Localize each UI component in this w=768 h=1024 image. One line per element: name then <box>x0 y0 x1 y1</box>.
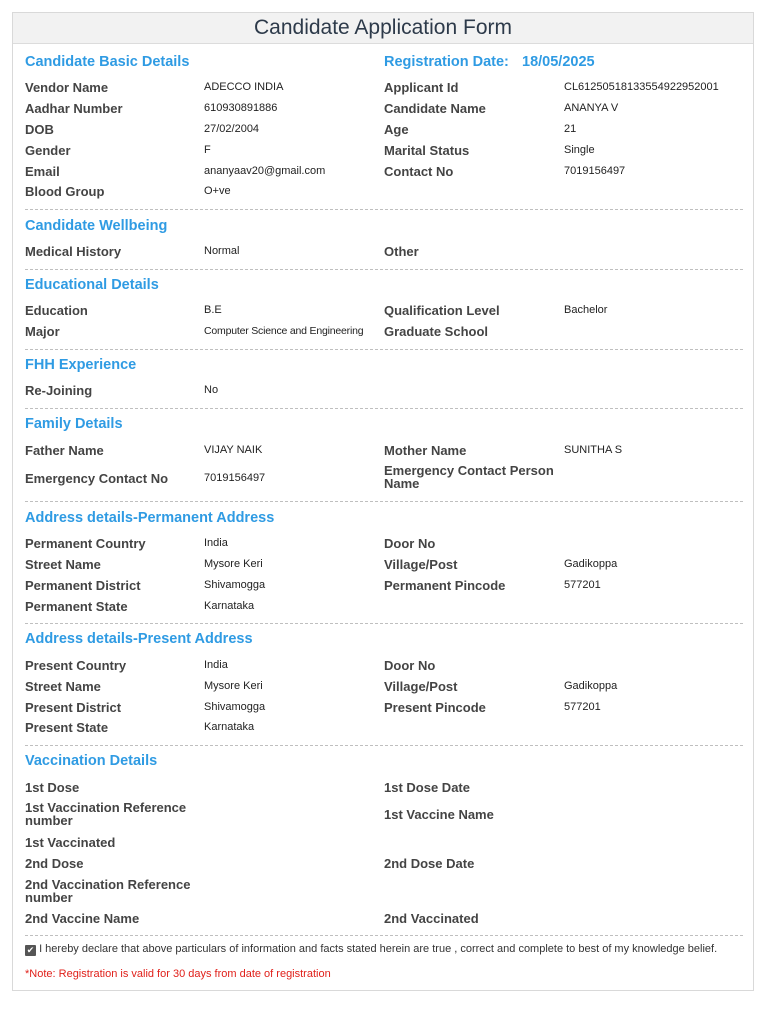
pres-pincode-label: Present Pincode <box>384 700 486 715</box>
pres-street-label: Street Name <box>25 679 101 694</box>
declaration-checkbox[interactable]: ✔ <box>26 945 35 955</box>
section-basic-details: Candidate Basic Details <box>25 54 190 70</box>
registration-note: *Note: Registration is valid for 30 days from date of registration <box>25 968 331 980</box>
blood-group-value: O+ve <box>204 185 231 197</box>
mother-name-value: SUNITHA S <box>564 444 623 456</box>
divider <box>25 209 743 210</box>
vaccine1-name-label: 1st Vaccine Name <box>384 807 494 822</box>
perm-village-label: Village/Post <box>384 557 458 572</box>
declaration <box>25 943 737 956</box>
application-form <box>12 12 754 991</box>
pres-state-value: Karnataka <box>204 721 255 733</box>
dose2-label: 2nd Dose <box>25 856 84 871</box>
registration-date-label: Registration Date: <box>384 54 509 70</box>
dose1-date-label: 1st Dose Date <box>384 780 470 795</box>
rejoining-label: Re-Joining <box>25 383 93 398</box>
medical-history-value: Normal <box>204 245 240 257</box>
divider <box>25 408 743 409</box>
other-label: Other <box>384 244 419 259</box>
perm-district-value: Shivamogga <box>204 579 266 591</box>
section-permanent-address: Address details-Permanent Address <box>25 510 275 526</box>
vaccinated1-label: 1st Vaccinated <box>25 835 116 850</box>
vendor-label: Vendor Name <box>25 80 109 95</box>
blood-group-label: Blood Group <box>25 184 105 199</box>
vaccine2-name-label: 2nd Vaccine Name <box>25 911 140 926</box>
gender-label: Gender <box>25 143 71 158</box>
major-value: Computer Science and Engineering <box>204 325 364 337</box>
perm-pincode-label: Permanent Pincode <box>384 578 506 593</box>
aadhar-value: 610930891886 <box>204 102 278 114</box>
email-label: Email <box>25 164 60 179</box>
age-label: Age <box>384 122 409 137</box>
qualification-level-value: Bachelor <box>564 304 608 316</box>
vendor-value: ADECCO INDIA <box>204 81 284 93</box>
divider <box>25 501 743 502</box>
qualification-level-label: Qualification Level <box>384 303 500 318</box>
applicant-id-value: CL61250518133554922952001 <box>564 81 719 93</box>
graduate-school-label: Graduate School <box>384 324 489 339</box>
pres-country-label: Present Country <box>25 658 127 673</box>
vaccination-ref2-label: 2nd Vaccination Reference number <box>25 877 191 905</box>
section-fhh-experience: FHH Experience <box>25 357 137 373</box>
emergency-contact-label: Emergency Contact No <box>25 471 169 486</box>
perm-village-value: Gadikoppa <box>564 558 618 570</box>
dose1-label: 1st Dose <box>25 780 80 795</box>
divider <box>25 745 743 746</box>
mother-name-label: Mother Name <box>384 443 467 458</box>
perm-district-label: Permanent District <box>25 578 141 593</box>
education-value: B.E <box>204 304 222 316</box>
pres-street-value: Mysore Keri <box>204 680 263 692</box>
age-value: 21 <box>564 123 577 135</box>
contact-label: Contact No <box>384 164 454 179</box>
pres-state-label: Present State <box>25 720 109 735</box>
gender-value: F <box>204 144 211 156</box>
emergency-person-label: Emergency Contact Person Name <box>384 463 554 491</box>
section-present-address: Address details-Present Address <box>25 631 253 647</box>
section-family: Family Details <box>25 416 123 432</box>
declaration-text: I hereby declare that above particulars of information and facts stated herein are true , correct and complete to best of my knowledge belief. <box>39 943 718 955</box>
aadhar-label: Aadhar Number <box>25 101 123 116</box>
applicant-id-label: Applicant Id <box>384 80 459 95</box>
vaccination-ref1-label: 1st Vaccination Reference number <box>25 800 187 828</box>
pres-country-value: India <box>204 659 228 671</box>
dob-value: 27/02/2004 <box>204 123 260 135</box>
section-vaccination: Vaccination Details <box>25 753 158 769</box>
perm-street-value: Mysore Keri <box>204 558 263 570</box>
perm-state-value: Karnataka <box>204 600 255 612</box>
marital-status-label: Marital Status <box>384 143 470 158</box>
email-value: ananyaav20@gmail.com <box>204 165 326 177</box>
father-name-value: VIJAY NAIK <box>204 444 263 456</box>
divider <box>25 349 743 350</box>
rejoining-value: No <box>204 384 219 396</box>
section-education: Educational Details <box>25 277 159 293</box>
medical-history-label: Medical History <box>25 244 122 259</box>
perm-country-value: India <box>204 537 228 549</box>
perm-pincode-value: 577201 <box>564 579 601 591</box>
father-name-label: Father Name <box>25 443 104 458</box>
pres-door-label: Door No <box>384 658 436 673</box>
pres-village-value: Gadikoppa <box>564 680 618 692</box>
perm-state-label: Permanent State <box>25 599 128 614</box>
candidate-name-label: Candidate Name <box>384 101 486 116</box>
education-label: Education <box>25 303 88 318</box>
divider <box>25 935 743 936</box>
perm-street-label: Street Name <box>25 557 101 572</box>
perm-country-label: Permanent Country <box>25 536 146 551</box>
contact-value: 7019156497 <box>564 165 626 177</box>
emergency-contact-value: 7019156497 <box>204 472 266 484</box>
registration-date-value: 18/05/2025 <box>522 54 595 70</box>
major-label: Major <box>25 324 60 339</box>
vaccinated2-label: 2nd Vaccinated <box>384 911 479 926</box>
form-title: Candidate Application Form <box>13 13 753 44</box>
perm-door-label: Door No <box>384 536 436 551</box>
pres-village-label: Village/Post <box>384 679 458 694</box>
candidate-name-value: ANANYA V <box>564 102 619 114</box>
marital-status-value: Single <box>564 144 595 156</box>
pres-district-label: Present District <box>25 700 122 715</box>
divider <box>25 269 743 270</box>
pres-district-value: Shivamogga <box>204 701 266 713</box>
dose2-date-label: 2nd Dose Date <box>384 856 475 871</box>
dob-label: DOB <box>25 122 54 137</box>
pres-pincode-value: 577201 <box>564 701 601 713</box>
divider <box>25 623 743 624</box>
section-wellbeing: Candidate Wellbeing <box>25 218 168 234</box>
